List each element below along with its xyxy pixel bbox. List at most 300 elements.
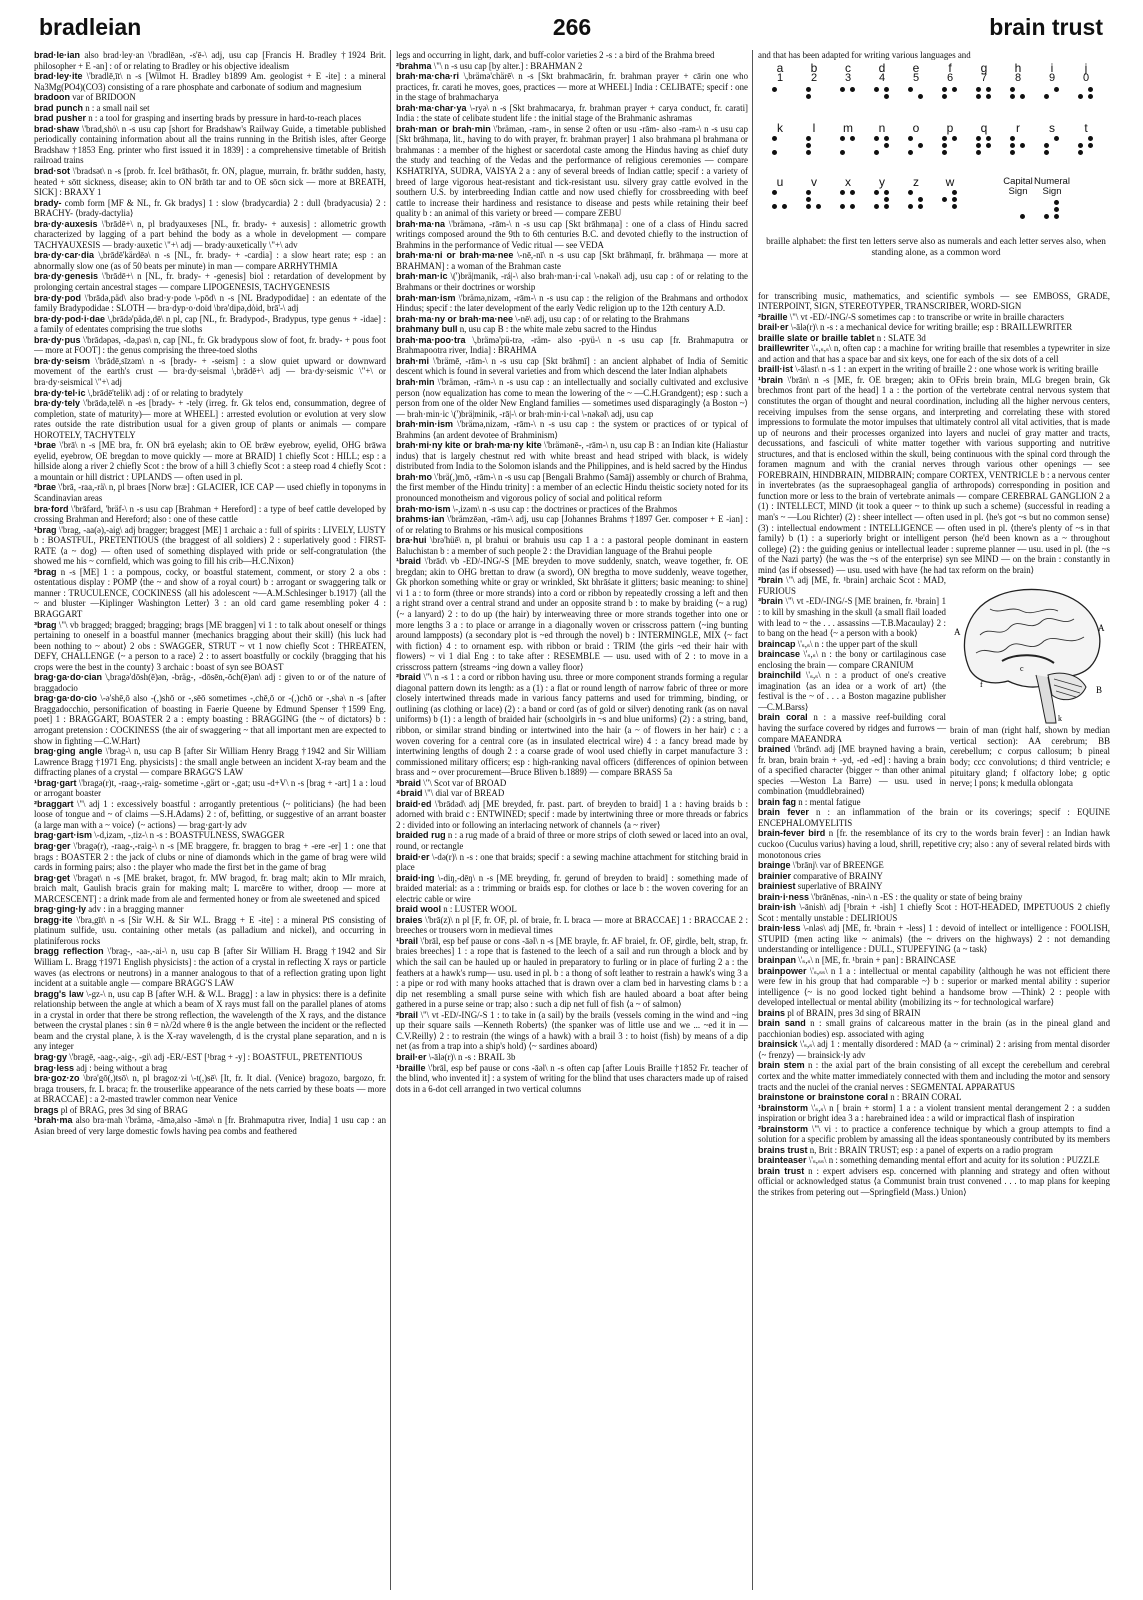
entry-definition: \'ₛ,ₛ\ n [ brain + storm] 1 a : a violent transient mental derangement 2 : a sudden inspiration or bright idea 3 a : harebrained idea : a wild or impractical flash of inspiration [758, 1102, 1110, 1124]
running-head-right: brain trust [989, 14, 1103, 40]
entry-headword: braid wool [396, 904, 441, 915]
dictionary-entry [396, 1010, 748, 1052]
braille-cell [902, 120, 930, 156]
braille-letter: Capital Sign [1003, 175, 1033, 197]
entry-headword: brainiest [758, 881, 796, 892]
entry-headword: brah·ma·na [396, 218, 446, 229]
figure-label: f [980, 680, 983, 690]
braille-letter: u [776, 174, 784, 189]
entry-headword: brag·gy [34, 1051, 68, 1062]
entry-headword: brah·mi [396, 355, 430, 366]
entry-definition: \-ryə\ n -s [Skt brahmacarya, fr. brahman prayer + carya conduct, fr. carati] India : the state of celibate student life : the initial stage of the Brahmanic ashramas [396, 102, 748, 124]
entry-definition: \-də(r)\ n -s : one that braids; specif : a sewing machine attachment for stitching braid in place [396, 851, 748, 873]
dictionary-entry [34, 946, 386, 988]
entry-headword: ⁴braid [396, 788, 423, 799]
brain-sagittal-drawing [950, 575, 1110, 725]
braille-dots-icon [942, 190, 958, 209]
entry-definition: n -s [ME] 1 : a pompous, cocky, or boastful statement, comment, or story 2 a obs : ostentatious display : POMP ⟨the ~ and show of a royal court⟩ b : arrogant or swaggering talk or manner : TRUCULENCE, COCKINESS ⟨all his adolescent ~—A.M.Schlesinger b.1917⟩ ⟨all the ~ and bluster —Kiplinger Washington Letter⟩ 3 : an old card game resembling poker 4 : BRAGGART [34, 566, 386, 619]
entry-definition: \'brādē+\ n, pl bradyauxeses [NL, fr. brady- + auxesis] : allometric growth characterized by lagging of a part behind the body as a whole in development — compare TACHYAUXESIS — brady·auxetic \"+\ adj — brady·auxetically \"+\ adv [34, 218, 386, 250]
braille-cell [936, 174, 964, 210]
entry-definition: pl of BRAIN, pres 3d sing of BRAIN [787, 1007, 921, 1018]
entry-headword: brain·less [758, 923, 801, 934]
braille-cell [834, 60, 862, 106]
braille-dots-icon [840, 190, 856, 209]
entry-definition: \'brā(z)\ n pl [F, fr. OF, pl. of braie, fr. L braca — more at BRACCAE] 1 : BRACCAE 2 : breeches or trousers worn in medieval times [396, 914, 748, 936]
dictionary-entry [34, 314, 386, 335]
dictionary-entry [34, 92, 386, 103]
braille-cell [1072, 60, 1100, 106]
entry-headword: brains [758, 1007, 786, 1018]
dictionary-entry [396, 50, 748, 61]
entry-definition: \,brādē'telik\ adj : of or relating to bradytely [87, 387, 244, 398]
dictionary-entry [396, 504, 748, 515]
braille-digit: 6 [946, 72, 954, 85]
figure-label: B [1096, 685, 1103, 696]
entry-definition: \'brag-\ n, usu cap B [after Sir William Henry Bragg †1942 and Sir William Lawrence Bragg †1971 Eng. physicists] : the small angle between an incident X-ray beam and the diffracting planes of a crystal — compare BRAGG'S LAW [34, 746, 386, 778]
entry-definition: \'bradlē,īt\ n -s [Wilmot H. Bradley b1899 Am. geologist + E -ite] : a mineral Na3Mg(PO4)(CO3) consisting of a rare phosphate and carbonate of sodium and magnesium [34, 71, 386, 92]
entry-headword: bra·ford [34, 503, 69, 514]
dictionary-entry [396, 61, 748, 72]
dictionary-entry [396, 440, 748, 472]
braille-letter: Numeral Sign [1034, 175, 1070, 197]
dictionary-entry [396, 250, 748, 271]
braille-cell [766, 120, 794, 156]
braille-letter: t [1084, 120, 1088, 135]
braille-letter: w [945, 174, 955, 189]
entry-headword: brain-fever bird [758, 828, 826, 839]
brain-illustration [950, 575, 1110, 805]
dictionary-entry [396, 314, 748, 325]
braille-letter: p [946, 120, 954, 135]
braille-dots-icon [806, 87, 822, 106]
entry-headword: brah·man or brah·min [396, 123, 491, 134]
dictionary-entry [758, 364, 1110, 375]
braille-cell [834, 120, 862, 156]
entry-definition: \,brādē'kärdēə\ n -s [NL, fr. brady- + -cardia] : a slow heart rate; esp : an abnormally slow one (as of 50 beats per minute) in man — compare ARRHYTHMIA [34, 250, 386, 271]
dictionary-entry [758, 1039, 1110, 1060]
entry-headword: brag·ging·ly [34, 904, 86, 915]
entry-definition: \,brämə'chärē\ n -s [Skt brahmacārin, fr. brahman prayer + cārin one who practices, fr. carati he moves, goes, practices — more at WHEEL] India : CELIBATE; specif : one in the stage of brahmacharya [396, 71, 748, 103]
entry-headword: brainpan [758, 955, 797, 965]
dictionary-entry [396, 778, 748, 789]
entry-definition: n : LUSTER WOOL [443, 904, 517, 915]
entry-definition: \'ₛ,ₛ\ n : the upper part of the skull [797, 638, 918, 649]
entry-headword: brainteaser [758, 1155, 807, 1166]
entry-headword: brain coral [758, 712, 808, 723]
braille-letter: m [843, 120, 853, 135]
braille-cell [868, 120, 896, 156]
entry-definition: \,brämə'pü-trə, -räm- also -pyü-\ n -s usu cap [fr. Brahmaputra or Brahmapootra river, India] : BRAHMA [396, 334, 748, 356]
dictionary-entry [758, 892, 1110, 903]
braille-letter: f [948, 60, 952, 75]
entry-headword: brainier [758, 870, 792, 881]
entry-headword: braid·ing [396, 872, 435, 883]
entry-definition: \"\ vi : to practice a conference technique by which a group attempts to find a solution for a specific problem by amassing all the ideas spontaneously contributed by its members [758, 1123, 1110, 1145]
entry-definition: comb form [MF & NL, fr. Gk bradys] 1 : slow ⟨bradycardia⟩ 2 : dull ⟨bradyacusia⟩ 2 : BRACHY- ⟨brady-dactylia⟩ [34, 197, 386, 219]
dictionary-entry [34, 620, 386, 673]
entry-headword: brad·le·ian [34, 50, 81, 60]
dictionary-entry [758, 966, 1110, 1008]
dictionary-entry [758, 807, 1110, 828]
braille-digit: 0 [1082, 72, 1090, 85]
braille-letter: o [912, 120, 920, 135]
entry-headword: brained [758, 744, 791, 755]
entry-headword: ¹brah·ma [34, 1115, 73, 1126]
braille-dots-icon [1044, 87, 1060, 106]
braille-cell [834, 174, 862, 210]
dictionary-entry [758, 1166, 1110, 1198]
dictionary-entry [34, 873, 386, 905]
braille-cell [800, 60, 828, 106]
dictionary-entry [396, 1052, 748, 1063]
braille-letter: b [810, 60, 818, 75]
entry-definition: \'brämənə, -rām-\ n -s usu cap [Skt brāhmaṇa] : one of a class of Hindu sacred writings composed around the 9th to 6th centuries B.C. and devoted chiefly to the instruction of Brahmins in the performance of Vedic ritual — see VEDA [396, 218, 748, 250]
braille-letter: r [1016, 120, 1020, 135]
braille-letter: a [776, 60, 784, 75]
page-header [0, 14, 1143, 48]
entry-headword: ²braille [758, 311, 788, 322]
dictionary-entry [758, 1008, 1110, 1019]
entry-definition: superlative of BRAINY [797, 881, 883, 892]
entry-headword: ²brain [758, 575, 784, 586]
entry-definition: \'bragē, -aag-,-aig-, -gi\ adj -ER/-EST [¹brag + -y] : BOASTFUL, PRETENTIOUS [69, 1051, 363, 1062]
dictionary-entry [34, 1063, 386, 1074]
dictionary-entry [758, 955, 1110, 966]
braille-dots-icon [874, 136, 890, 155]
dictionary-entry [758, 923, 1110, 955]
entry-headword: bra·goz·zo [34, 1073, 80, 1084]
braille-cell [1032, 177, 1072, 219]
dictionary-entry [34, 271, 386, 292]
braille-cell [902, 174, 930, 210]
entry-definition: n : BRAIN CORAL [890, 1092, 962, 1103]
entry-definition: \,bragə'dōsh(ē)ən, -bräg-, -dōsēn,-ōch(ē)ən\ adj : given to or of the nature of braggadocio [34, 672, 386, 693]
entry-definition: \"\ dial var of BREAD [424, 788, 505, 799]
entry-headword: brag·ging angle [34, 746, 103, 757]
entry-definition: n : a rug made of a braid of three or more strips of cloth sewed or laced into an oval, round, or rectangle [396, 830, 748, 852]
dictionary-entry [758, 1060, 1110, 1092]
entry-definition: \-,izəm\ n -s usu cap : the doctrines or practices of the Brahmos [452, 503, 678, 514]
entry-headword: brains trust [758, 1144, 808, 1155]
entry-definition: n : a small nail set [85, 102, 150, 113]
braille-letter: g [980, 60, 988, 75]
entry-headword: ³brain [758, 596, 784, 607]
page-number: 266 [552, 14, 592, 40]
entry-headword: ²brae [34, 482, 57, 493]
entry-headword: ¹brail [396, 935, 419, 946]
dictionary-entry [758, 1018, 1110, 1039]
dictionary-entry [758, 1103, 1110, 1124]
entry-definition: \-diŋ,-dēŋ\ n -s [ME breyding, fr. gerund of breyden to braid] : something made of braided material: as a : trimming or braids esp. for clothes or lace b : the woven covering for an electric cable or wire [396, 872, 748, 904]
braille-letter: v [811, 174, 817, 189]
dictionary-entry [34, 398, 386, 440]
entry-definition: \'brāl, esp bef pause or cons -āəl\ n -s often cap [after Louis Braille †1852 Fr. teacher of the blind, who invented it] : a system of writing for the blind that uses characters made up of raised dots in a 6-dot cell arranged in two vertical columns [396, 1062, 748, 1094]
braille-letter: c [845, 60, 851, 75]
dictionary-entry [34, 113, 386, 124]
entry-headword: bra·dy·genesis [34, 271, 99, 282]
braille-letter: n [878, 120, 886, 135]
entry-headword: brah·mo·ism [396, 503, 451, 514]
entry-headword: ¹braille [396, 1062, 426, 1073]
braille-cell [970, 60, 998, 106]
entry-headword: brainpower [758, 965, 807, 976]
dictionary-entry [34, 335, 386, 356]
entry-headword: bradoon [34, 92, 70, 103]
entry-headword: ²braggart [34, 798, 74, 809]
dictionary-entry [396, 271, 748, 292]
entry-definition: \-ālast\ n -s 1 : an expert in the writing of braille 2 : one whose work is writing braille [795, 364, 1099, 375]
braille-dots-icon [1044, 200, 1060, 219]
braille-dots-icon [1010, 136, 1026, 155]
entry-definition: n, Brit : BRAIN TRUST; esp : a panel of experts on a radio program [809, 1144, 1053, 1155]
dictionary-entry [758, 881, 1110, 892]
dictionary-entry [34, 799, 386, 831]
entry-headword: brain·i·ness [758, 891, 810, 902]
braille-alphabet-chart [758, 61, 1110, 291]
entry-definition: \'bragə(r)t, -raag-,-raig- sometime -,gärt or -,gat; usu -d+V\ n -s [brag + -art] 1 a : loud or arrogant boaster [34, 777, 386, 799]
entry-headword: brain·ish [758, 902, 797, 913]
running-head-left: bradleian [39, 14, 142, 40]
dictionary-entry [396, 915, 748, 936]
entry-headword: bragg·ite [34, 914, 73, 925]
column-2 [396, 50, 748, 1595]
dictionary-entry [396, 936, 748, 1010]
entry-headword: ²brag [34, 566, 57, 577]
dictionary-entry [396, 71, 748, 103]
entry-definition: \'ₛ,ₛ\ n [ME, fr. ¹brain + pan] : BRAINCASE [798, 955, 956, 965]
entry-headword: bra·dy·pus [34, 334, 81, 345]
entry-definition: \'brämē, -rām-\ n -s usu cap [Skt brāhmī] : an ancient alphabet of India of Semitic descent which is found in several varieties and from which descend the later Indian alphabets [396, 355, 748, 377]
dictionary-entry [758, 1145, 1110, 1156]
braille-dots-icon [874, 87, 890, 106]
entry-headword: brad pusher [34, 113, 87, 124]
entry-headword: ¹brag·gart [34, 777, 77, 788]
entry-definition: n : SLATE 3d [876, 332, 926, 343]
braille-dots-icon [908, 87, 924, 106]
entry-definition: \(')brä|manik, -rá|-\ also brah·man·i·cal \-nəkəl\ adj, usu cap : of or relating to the Brahmans or their doctrines or worship [396, 271, 748, 293]
braille-cell [936, 60, 964, 106]
figure-label: A [954, 627, 961, 638]
entry-definition: \"\ adj 1 : excessively boastful : arrogantly pretentious ⟨~ politicians⟩ ⟨he had been loose of tongue and ~ of claims —S.H.Adams⟩ 2 : of, befitting, or suggestive of an arrant boaster ⟨a large man with a ~ voice⟩ ⟨~ actions⟩ — brag·gart·ly adv [34, 798, 386, 830]
entry-definition: \-gz-\ n, usu cap B [after W.H. & W.L. Bragg] : a law in physics: there is a definite relationship between the angle at which a beam of X rays must fall on the parallel planes of atoms in a crystal in order that there be strong reflection, the wavelength of the X rays, and the distance between the crystal planes : sin θ = nλ/2d where θ is the angle between the incident or the reflected beam and the crystal plane, λ is the X-ray wavelength, d is the crystal plane separation, and n is any integer [34, 988, 386, 1052]
dictionary-entry [34, 198, 386, 219]
braille-dots-icon [976, 136, 992, 155]
braille-dots-icon [1044, 136, 1060, 155]
entry-headword: brain stem [758, 1060, 805, 1071]
entry-definition: \'brādē,sīzəm\ n -s [brady- + -seism] : a slow quiet upward or downward movement of the earth's crust — bra·dy·seismal \,brādē+\ adj — bra·dy·seismic \"+\ or bra·dy·seismical \"+\ adj [34, 355, 386, 387]
dictionary-entry [396, 788, 748, 799]
column-3 [758, 50, 1110, 1595]
braille-cell [1038, 60, 1066, 106]
dictionary-entry [758, 828, 1110, 860]
dictionary-entry [396, 293, 748, 314]
entry-headword: bra·dy·pod [34, 292, 81, 303]
entry-definition: \'brā, -raa,-rä\ n, pl braes [Norw bræ] : GLACIER, ICE CAP — used chiefly in toponyms in Scandinavian areas [34, 482, 386, 503]
entry-headword: ¹brain [758, 374, 784, 385]
braille-digit: 8 [1014, 72, 1022, 85]
dictionary-entry [758, 1124, 1110, 1145]
braille-dots-icon [840, 136, 856, 155]
entry-definition: pl of BRAG, pres 3d sing of BRAG [60, 1104, 188, 1115]
entry-headword: ²brahma [396, 60, 432, 71]
entry-definition: \'ₛ,ₛₛ\ n : something demanding mental effort and acuity for its solution : PUZZLE [808, 1155, 1100, 1166]
braille-dots-icon [772, 87, 788, 106]
entry-definition: \'brāl, esp bef pause or cons -āəl\ n -s [ME brayle, fr. AF braiel, fr. OF, girdle, belt, strap, fr. braies breeches] 1 : a rope that is fastened to the leech of a sail and run through a block and by which the sail can be hauled up or hauled in preparatory to furling or in place of furling 2 a : the feathers at a hawk's rump— usu. used in pl. b : a thong of soft leather to restrain a hawk's wing 3 a : a pipe or rod with many hooks attached that is drawn over a clam bed in harvesting clams b : a dip net resembling a small purse seine with which fish are hauled aboard a boat after being gathered in a purse seine or trap; also : such a dip net full of fish ⟨a ~ of salmon⟩ [396, 935, 748, 1010]
entry-headword: brainchild [758, 670, 802, 681]
entry-definition: \"\ vb bragged; bragged; bragging; brags [ME braggen] vi 1 : to talk about oneself or things pertaining to oneself in a boastful manner ⟨mechanics bragging about their skill⟩ ⟨his luck had been nothing to ~ about⟩ 2 obs : SWAGGER, STRUT ~ vt 1 now chiefly Scot : THREATEN, DEFY, CHALLENGE ⟨~ a person to a race⟩ 2 : to assert boastfully or cockily ⟨bragging that his crops were the best in the county⟩ 3 archaic : boast of syn see BOAST [34, 619, 386, 672]
braille-dots-icon [908, 190, 924, 209]
braille-dots-icon [942, 136, 958, 155]
entry-headword: braincase [758, 649, 801, 660]
entry-headword: brah·ma·ni or brah·ma·nee [396, 250, 514, 261]
entry-definition: \'brad,shȯ\ n -s usu cap [short for Bradshaw's Railway Guide, a timetable published periodically containing information about all the trains running in the British isles, after George Bradshaw †1853 Eng. printer who first issued it in 1839] : a comprehensive timetable of British railroad trains [34, 123, 386, 166]
entry-definition: \-nē\ adj, usu cap : of or relating to the Brahmans [515, 313, 690, 324]
entry-headword: bragg's law [34, 988, 84, 999]
entry-definition: \'brämə,nizəm, -rām-\ n -s usu cap : the system or practices of or typical of Brahmins ⟨an ardent devotee of Brahminism⟩ [396, 419, 748, 440]
braille-dots-icon [874, 190, 890, 209]
entry-definition: \'ₛ,ₛ\ n : the bony or cartilaginous case enclosing the brain — compare CRANIUM [758, 649, 946, 670]
dictionary-entry [34, 71, 386, 92]
dictionary-entry [396, 852, 748, 873]
dictionary-entry [758, 322, 1110, 333]
braille-letter: l [812, 120, 816, 135]
braille-cell [868, 60, 896, 106]
entry-definition: n, usu cap B : the white male zebu sacred to the Hindus [459, 324, 657, 335]
entry-headword: bra·dy·car·dia [34, 250, 95, 261]
dictionary-entry [758, 902, 1110, 923]
braille-dots-icon [806, 190, 822, 209]
braille-digit: 4 [878, 72, 886, 85]
braille-cell [1038, 120, 1066, 156]
dictionary-entry [758, 860, 1110, 871]
braille-letter: q [980, 120, 988, 135]
braille-letter: z [913, 174, 919, 189]
dictionary-entry [396, 904, 748, 915]
dictionary-entry [396, 324, 748, 335]
entry-definition: \'brānd\ adj [ME brayned having a brain, fr. bran, brain brain + -yd, -ed -ed] : having a brain of a specified character ⟨bigger ~ than other animal species —Weston La Barre⟩ — usu. used in combination ⟨muddlebrained⟩ [758, 744, 946, 797]
entry-headword: brag·ga·do·cian [34, 672, 103, 683]
entry-headword: braincap [758, 638, 796, 649]
dictionary-entry [34, 1105, 386, 1116]
dictionary-entry [396, 535, 748, 556]
entry-definition: \,brādə'pädə,dē\ n pl, cap [NL, fr. Bradypod-, Bradypus, type genus + -idae] : a family of edentates comprising the true sloths [34, 313, 386, 335]
entry-definition: \'brādəd\ adj [ME breyded, fr. past. part. of breyden to braid] 1 a : having braids b : adorned with braid c : ENTWINED; specif : made by intertwining three or more threads or fabrics 2 : divided into or following an interlacing network of channels ⟨a ~ river⟩ [396, 798, 748, 830]
entry-definition: \"\ vt -ED/-ING/-S [ME brainen, fr. ¹brain] 1 : to kill by smashing in the skull ⟨a small flail loaded with lead to ~ the . . . assassins —T.B.Macaulay⟩ 2 : to bang on the head ⟨~ a person with a book⟩ [758, 596, 947, 639]
entry-headword: brag·ger [34, 841, 71, 852]
entry-headword: brah·ma·char·ya [396, 102, 467, 113]
braille-dots-icon [908, 136, 924, 155]
entry-headword: bra·dy·pod·i·dae [34, 313, 105, 324]
entry-headword: brag·gart·ism [34, 830, 93, 841]
entry-headword: brail·er [396, 1051, 427, 1062]
entry-headword: brain fever [758, 807, 809, 818]
entry-definition: n : small grains of calcareous matter in the brain (as in the pineal gland and pacchionian bodies) esp. associated with aging [758, 1018, 1110, 1039]
dictionary-entry [758, 291, 1110, 312]
entry-definition: n : mental fatigue [798, 796, 861, 807]
entry-definition: \"\ adj [ME, fr. ¹brain] archaic Scot : MAD, FURIOUS [758, 575, 946, 596]
dictionary-entry [396, 799, 748, 831]
entry-headword: brahmany bull [396, 324, 458, 335]
braille-dots-icon [1078, 136, 1094, 155]
column-divider [752, 50, 753, 1590]
entry-headword: brain trust [758, 1165, 805, 1176]
entry-definition: \'brād\ vb -ED/-ING/-S [ME breyden to move suddenly, snatch, weave together, fr. OE bregdan; akin to OHG brettan to draw (a sword), ON bregtha to move suddenly, weave together, Gk phorkon something white or gray or wrinkled, Skt bhrāśate it glitters; basic meaning: to shine] vi 1 a : to form (three or more strands) into a cord or ribbon by repeatedly crossing a left and then a right strand over a central strand and under an opposite strand b : to make by braiding ⟨~ a rug⟩ ⟨~ a lanyard⟩ 2 : to do up (the hair) by interweaving three or more strands together into one or more lengths 3 a : to place or arrange in a diagonally woven or crisscross pattern ⟨~ing bunting around lampposts⟩ (a secondary plot is ~ed through the novel) b : INTERMINGLE, MIX ⟨~ fact with fiction⟩ 4 : to ornament esp. with ribbon or braid : TRIM ⟨the girls ~ed their hair with flowers⟩ ~ vi 1 dial Eng : to take after : RESEMBLE — usu. used with of 2 : to move in a crisscross pattern ⟨streams ~ing down a valley floor⟩ [396, 556, 748, 672]
entry-headword: bra·dy·tel·ic [34, 387, 86, 398]
column-3-intro: and that has been adapted for writing various languages and [758, 50, 971, 60]
dictionary-entry [758, 375, 1110, 575]
entry-definition: \'ₛ,ₛ\ adj 1 : mentally disordered : MAD ⟨a ~ criminal⟩ 2 : arising from mental disorder ⟨~ frenzy⟩ — brainsick·ly adv [758, 1039, 1110, 1060]
dictionary-entry [34, 1052, 386, 1063]
braille-digit: 3 [844, 72, 852, 85]
entry-headword: brah·man·ism [396, 292, 456, 303]
braille-digit: 2 [810, 72, 818, 85]
entry-definition: \'brānj\ var of BREENGE [792, 860, 884, 871]
dictionary-entry [396, 219, 748, 251]
entry-definition: \brə'hüē\ n, pl brahui or brahuis usu cap 1 a : a pastoral people dominant in eastern Baluchistan b : a member of such people 2 : the Dravidian language of the Brahui people [396, 535, 748, 556]
entry-headword: brad·shaw [34, 123, 80, 134]
entry-headword: brag·ga·do·cio [34, 693, 97, 704]
entry-definition: \'bra,gīt\ n -s [Sir W.H. & Sir W.L. Bragg + E -ite] : a mineral PtS consisting of platinum sulfide, usu. containing other metals (as palladium and nickel), and occurring in platiniferous rocks [34, 914, 386, 946]
entry-headword: ²brail [396, 1009, 419, 1020]
entry-definition: n [fr. the resemblance of its cry to the words brain fever] : an Indian hawk cuckoo (Cuculus varius) having a loud, shrill, repetitive cry; also : any of several related birds with monotonous cries [758, 828, 1110, 860]
braille-dots-icon [1078, 87, 1094, 106]
entry-headword: brah·min·ism [396, 419, 454, 430]
braille-cell [1004, 60, 1032, 106]
entry-headword: braies [396, 914, 423, 925]
entry-definition: \-ə'shē,ō also -(,)shō or -,sēō sometimes -,chē,ō or -(,)chō or -,shə\ n -s [after Braggadocchio, personification of boasting in Faerie Queene by Edmund Spenser †1599 Eng. poet] 1 : BRAGGART, BOASTER 2 a : empty boasting : BRAGGING ⟨the ~ of dictators⟩ b : arrogant pretension : COCKINESS ⟨the air of swaggering ~ that all important men are expected to show in fighting —C.W.Hart⟩ [34, 693, 386, 746]
dictionary-entry [758, 1092, 1110, 1103]
braille-cell [800, 120, 828, 156]
entry-definition: var of BRIDOON [72, 92, 136, 103]
entry-definition: \-nləs\ adj [ME, fr. ¹brain + -less] 1 : devoid of intellect or intelligence : FOOLISH, STUPID ⟨men acting like ~ animals⟩ ⟨the ~ drivers on the highways⟩ 2 : not demanding understanding or intelligence : DULL, STUPEFYING ⟨a ~ task⟩ [758, 923, 1110, 955]
entry-headword: brah·mi·ny kite or brah·ma·ny kite [396, 440, 542, 451]
dictionary-entry [396, 472, 748, 504]
dictionary-entry [34, 356, 386, 388]
entry-headword: brad punch [34, 102, 83, 113]
braille-cell [766, 60, 794, 106]
dictionary-entry [396, 103, 748, 124]
brain-figure-caption: brain of man (right half, shown by median vertical section): AA cerebrum; BB cerebellum; c corpus callosum; b pineal body; ccc convolutions; d third ventricle; e pituitary gland; f olfactory lobe; g optic nerve; l pons; k medulla oblongata [950, 725, 1110, 789]
entry-headword: braille slate or braille tablet [758, 332, 875, 343]
figure-label: c [1020, 664, 1024, 674]
braille-letter: x [845, 174, 851, 189]
entry-headword: ²braid [396, 672, 422, 683]
dictionary-entry [34, 50, 386, 71]
entry-headword: brah·ma·cha·ri [396, 71, 460, 82]
entry-definition: \brə'gō(,)tsō\ n, pl bragoz·zi \-t(,)sē\ [It, fr. It dial. (Venice) bragozo, bargozo, fr. braga trousers, fr. L braca; fr. the trouserlike appearance of the nets carried by these boats — more at BRACCAE] : a 2-masted trawler common near Venice [34, 1073, 386, 1105]
dictionary-entry [396, 356, 748, 377]
entry-definition: n : a massive reef-building coral having the surface covered by ridges and furrows — compare MAEANDRA [758, 712, 946, 744]
entry-definition: adj : being without a brag [76, 1062, 168, 1073]
entry-headword: ¹braid [396, 556, 422, 567]
entry-definition: n : expert advisers esp. concerned with planning and strategy and often without official or acknowledged status ⟨a Communist brain trust convened . . . to map plans for keeping the strikes from petering out —Springfield (Mass.) Union⟩ [758, 1165, 1110, 1198]
dictionary-entry [396, 1063, 748, 1095]
dictionary-entry [396, 419, 748, 440]
entry-definition: \'brag-, -aa-,-ai-\ n, usu cap B [after Sir William H. Bragg †1942 and Sir William L. Bragg †1971 English physicists] : the action of a crystal in reflecting X rays or particle waves (as electrons or neutrons) in a manner analogous to that of a reflection grating upon light incident at a suitable angle — compare BRAGG'S LAW [34, 946, 386, 989]
dictionary-entry [34, 166, 386, 198]
entry-definition: \'brāfərd, 'bräf-\ n -s usu cap [Brahman + Hereford] : a type of beef cattle developed by crossing Brahman and Hereford; also : one of these cattle [34, 503, 386, 525]
dictionary-entry [396, 124, 748, 219]
dictionary-entry [34, 482, 386, 503]
entry-definition: \'brādə,telē\ n -es [brady- + -tely (irreg. fr. Gk telos end, consummation, degree of completion, state of maturity)— more at WHEEL] : arrested evolution or evolution at very slow rates outside the rate distribution usual for a given group of plants or animals — compare HOROTELY, TACHYTELY [34, 398, 386, 440]
dictionary-entry [396, 873, 748, 905]
braille-digit: 9 [1048, 72, 1056, 85]
entry-definition: \'brä(,)mō, -rām-\ n -s usu cap [Bengali Brahmo (Samāj) assembly or church of Brahma, the first member of the Hindu trinity] : a member of an eclectic Hindu theistic society noted for its pronounced monotheism and vigorous policy of social and political reform [396, 471, 748, 503]
braille-letter: j [1084, 60, 1088, 75]
entry-headword: brah·ma·poo·tra [396, 334, 466, 345]
entry-definition: n : the axial part of the brain consisting of all except the cerebellum and cerebral cortex and the white matter immediately connected with them and including the motor and sensory tracts and the nuclei of the cranial nerves : SEGMENTAL APPARATUS [758, 1060, 1110, 1092]
dictionary-entry [396, 377, 748, 419]
